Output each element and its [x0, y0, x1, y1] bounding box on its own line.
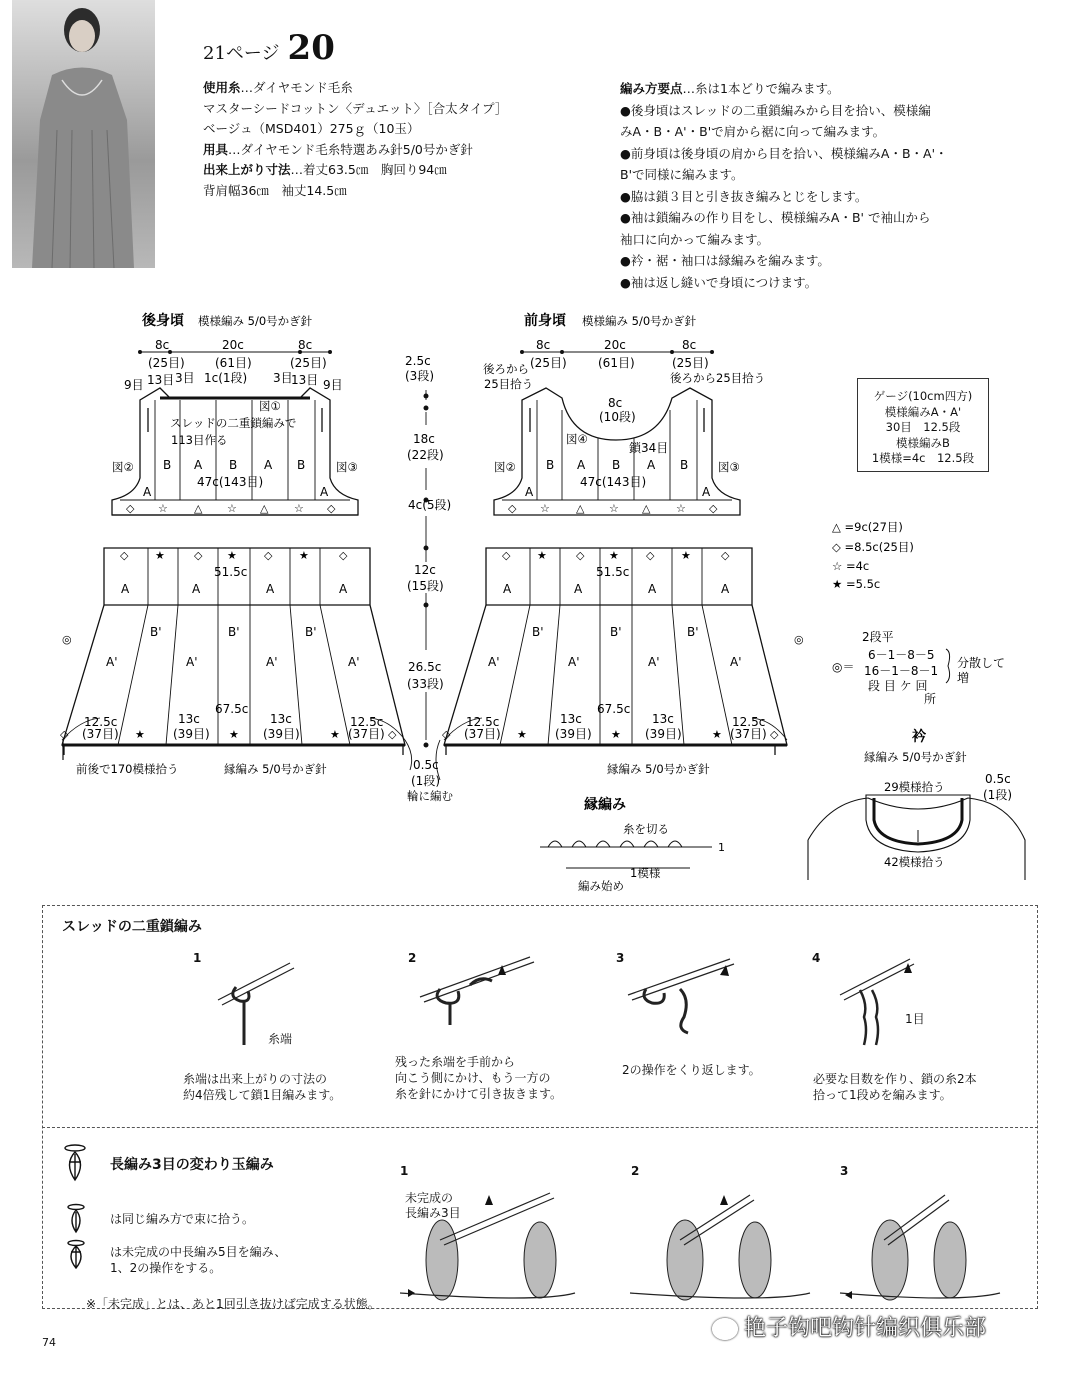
- svg-text:◇: ◇: [339, 549, 348, 562]
- puff-step-2-number: 2: [631, 1164, 640, 1178]
- instruction-line: みA・B・A'・B'で肩から裾に向って編みます。: [620, 124, 886, 139]
- thread-note-1: スレッドの二重鎖編みで: [170, 416, 297, 430]
- thread-chain-illustrations: [180, 945, 1040, 1060]
- step-1-number: 1: [193, 951, 202, 965]
- svg-text:◇: ◇: [120, 549, 129, 562]
- svg-text:★: ★: [229, 728, 239, 741]
- puff-title: 長編み3目の変わり玉編み: [110, 1157, 274, 1173]
- back-bottom-center: 縁編み 5/0号かぎ針: [224, 762, 327, 776]
- svg-text:A: A: [121, 582, 130, 596]
- svg-text:◇: ◇: [508, 502, 517, 515]
- svg-text:B': B': [305, 625, 317, 639]
- v-dim-6-rows: (1段): [411, 774, 440, 788]
- svg-text:☆: ☆: [540, 502, 550, 515]
- step-2-text-2: 向こう側にかけ、もう一方の: [395, 1071, 551, 1085]
- fig4-label: 図④: [566, 432, 588, 446]
- svg-text:☆: ☆: [158, 502, 168, 515]
- puff-stitch-illustrations: [400, 1185, 1040, 1310]
- decrease-row-2: 16－1－8－1: [864, 664, 939, 678]
- front-hem-part-2: 13c: [560, 712, 582, 726]
- puff-step-1-number: 1: [400, 1164, 409, 1178]
- front-bottom-center: 縁編み 5/0号かぎ針: [607, 762, 710, 776]
- svg-text:B: B: [612, 458, 621, 472]
- svg-text:◇: ◇: [709, 502, 718, 515]
- tools-label: 用具: [203, 141, 229, 157]
- decrease-note-2: 増: [957, 671, 970, 685]
- back-hem-part-3: 13c: [270, 712, 292, 726]
- decrease-row-3: 段 目 ケ 回: [868, 679, 928, 693]
- svg-text:A: A: [339, 582, 348, 596]
- front-chain: 鎖34目: [629, 441, 669, 455]
- front-pick-right: 後ろから25目拾う: [670, 371, 766, 385]
- svg-text:B': B': [532, 625, 544, 639]
- instructions: [620, 78, 948, 293]
- svg-text:◇: ◇: [442, 728, 451, 741]
- back-title: 後身頃: [142, 313, 184, 329]
- back-hem-row-2: (39目): [173, 727, 210, 741]
- svg-text:◇: ◇: [576, 549, 585, 562]
- front-dim-right: 8c: [682, 338, 697, 352]
- back-mark-right-1: 3目: [273, 371, 293, 385]
- back-rows-right: (25目): [290, 356, 327, 370]
- svg-text:A: A: [647, 458, 656, 472]
- svg-text:★: ★: [227, 549, 237, 562]
- instructions-title-rest: …糸は1本どりで編みます。: [682, 81, 840, 96]
- svg-text:B: B: [297, 458, 306, 472]
- svg-text:★: ★: [537, 549, 547, 562]
- gauge-line: 模様編みB: [896, 435, 950, 450]
- v-dim-1: 2.5c: [405, 354, 431, 368]
- back-dim-left: 8c: [155, 338, 170, 352]
- size-label: 出来上がり寸法: [203, 162, 291, 177]
- svg-text:△: △: [642, 502, 651, 515]
- page-label: 21ページ: [203, 43, 280, 64]
- back-mark-right-2: 13目: [291, 373, 319, 387]
- svg-text:★: ★: [155, 549, 165, 562]
- front-dim-left: 8c: [536, 338, 551, 352]
- back-fig3: 図③: [336, 460, 358, 474]
- back-mid-width: 51.5c: [214, 565, 248, 579]
- step-2-text-1: 残った糸端を手前から: [395, 1055, 516, 1069]
- front-subtitle: 模様編み 5/0号かぎ針: [582, 314, 697, 328]
- svg-text:B': B': [687, 625, 699, 639]
- front-pick-left-1: 後ろから: [483, 362, 529, 376]
- legend-star-open: ☆ =4c: [832, 559, 870, 573]
- back-fig2: 図②: [112, 460, 134, 474]
- collar-bottom: 42模様拾う: [884, 855, 945, 869]
- back-hem-part-2: 13c: [178, 712, 200, 726]
- back-hem-part-1: 12.5c: [84, 715, 118, 729]
- v-dim-2: 18c: [413, 432, 435, 446]
- svg-text:◇: ◇: [721, 549, 730, 562]
- collar-title: 衿: [912, 729, 926, 745]
- collar-side-rows: (1段): [983, 788, 1012, 802]
- gauge-line: 1模様=4c 12.5段: [871, 451, 975, 465]
- svg-text:A: A: [264, 458, 273, 472]
- back-rows-center: (61目): [215, 356, 252, 370]
- svg-text:☆: ☆: [294, 502, 304, 515]
- svg-text:◇: ◇: [646, 549, 655, 562]
- front-mid-width: 51.5c: [596, 565, 630, 579]
- step-4-text-2: 拾って1段めを編みます。: [813, 1088, 952, 1102]
- decrease-note-1: 分散して: [957, 656, 1006, 670]
- v-dim-1-rows: (3段): [405, 369, 434, 383]
- puff-note-2a: は未完成の中長編み5目を編み、: [110, 1245, 287, 1259]
- front-hem-row-2: (39目): [555, 727, 592, 741]
- collar-subtitle: 縁編み 5/0号かぎ針: [864, 750, 967, 764]
- svg-text:★: ★: [135, 728, 145, 741]
- svg-text:☆: ☆: [609, 502, 619, 515]
- decrease-row-1: 6－1－8－5: [868, 648, 935, 662]
- front-hem-row-3: (39目): [645, 727, 682, 741]
- front-shape-marks: [502, 502, 730, 562]
- instruction-line: ●袖は返し縫いで身頃につけます。: [620, 274, 818, 290]
- svg-text:A: A: [577, 458, 586, 472]
- instruction-line: 袖口に向かって編みます。: [620, 231, 770, 247]
- puff-note-1: は同じ編み方で束に拾う。: [110, 1212, 255, 1226]
- svg-text:△: △: [576, 502, 585, 515]
- svg-text:★: ★: [611, 728, 621, 741]
- instruction-line: ●衿・裾・袖口は縁編みを編みます。: [620, 253, 830, 268]
- svg-text:★: ★: [609, 549, 619, 562]
- back-rows-left: (25目): [148, 356, 185, 370]
- wechat-icon: [712, 1318, 738, 1340]
- gauge-line: ゲージ(10cm四方): [873, 389, 973, 403]
- svg-text:B': B': [610, 625, 622, 639]
- svg-text:B: B: [680, 458, 689, 472]
- svg-text:◇: ◇: [388, 728, 397, 741]
- svg-text:◇: ◇: [60, 728, 69, 741]
- svg-text:A': A': [348, 655, 360, 669]
- front-dim-center: 20c: [604, 338, 626, 352]
- svg-text:A: A: [192, 582, 201, 596]
- puff-step-1-label-1: 未完成の: [405, 1191, 454, 1205]
- legend-triangle: △ =9c(27目): [832, 520, 903, 534]
- svg-text:A: A: [648, 582, 657, 596]
- svg-text:A': A': [186, 655, 198, 669]
- svg-text:A': A': [648, 655, 660, 669]
- puff-step-3-number: 3: [840, 1164, 849, 1178]
- back-hem-row-4: (37目): [348, 727, 385, 741]
- svg-text:★: ★: [681, 549, 691, 562]
- v-dim-3: 4c(5段): [408, 498, 452, 512]
- front-hem-row-1: (37目): [464, 727, 501, 741]
- back-mark-left-3: 3目: [175, 371, 195, 385]
- svg-text:★: ★: [517, 728, 527, 741]
- back-mark-left-2: 13目: [147, 373, 175, 387]
- step-4-text-1: 必要な目数を作り、鎖の糸2本: [813, 1072, 977, 1086]
- back-dim-right: 8c: [298, 338, 313, 352]
- front-rows-center: (61目): [598, 356, 635, 370]
- svg-text:B: B: [229, 458, 238, 472]
- front-neck-dim: 8c: [608, 396, 623, 410]
- back-hem-row-3: (39目): [263, 727, 300, 741]
- collar-side: 0.5c: [985, 772, 1011, 786]
- svg-text:A: A: [525, 485, 534, 499]
- svg-text:A: A: [702, 485, 711, 499]
- model-figure: [12, 0, 155, 268]
- front-hem-row-4: (37目): [730, 727, 767, 741]
- back-bottom-left: 前後で170模様拾う: [76, 762, 179, 776]
- back-mark-right-3: 9目: [323, 378, 343, 392]
- step-2-number: 2: [408, 951, 417, 965]
- v-dim-5-rows: (33段): [407, 677, 444, 691]
- back-mark-left-1: 9目: [124, 378, 144, 392]
- yarn-name: マスターシードコットン〈デュエット〉［合太タイプ］: [203, 100, 508, 116]
- decrease-label: 2段平: [862, 630, 894, 644]
- instruction-line: ●脇は鎖３目と引き抜き編みとじをします。: [620, 188, 868, 204]
- step-4-number: 4: [812, 951, 821, 965]
- svg-text:◇: ◇: [770, 728, 779, 741]
- v-dim-4-rows: (15段): [407, 579, 444, 593]
- edging-title: 縁編み: [584, 797, 626, 813]
- svg-text:☆: ☆: [676, 502, 686, 515]
- front-rows-left: (25目): [530, 356, 567, 370]
- instruction-line: ●後身頃はスレッドの二重鎖編みから目を拾い、模様編: [620, 102, 931, 118]
- model-photo: [12, 0, 155, 268]
- svg-text:◇: ◇: [194, 549, 203, 562]
- back-hem-row-1: (37目): [82, 727, 119, 741]
- back-yoke-width: 47c(143目): [197, 475, 264, 489]
- svg-text:B: B: [546, 458, 555, 472]
- back-hem-part-4: 12.5c: [350, 715, 384, 729]
- svg-text:☆: ☆: [227, 502, 237, 515]
- size-value: …着丈63.5㎝ 胸回り94㎝: [290, 162, 447, 177]
- yarn-value: …ダイヤモンド毛糸: [240, 80, 353, 95]
- pattern-heading: [203, 28, 335, 68]
- edging-arrow-num: 1: [718, 841, 725, 854]
- step-3-text-1: 2の操作をくり返します。: [622, 1063, 761, 1077]
- front-fig3: 図③: [718, 460, 740, 474]
- svg-text:△: △: [260, 502, 269, 515]
- step-2-text-3: 糸を針にかけて引き抜きます。: [395, 1087, 563, 1101]
- thread-note-2: 113目作る: [171, 433, 228, 447]
- svg-text:◇: ◇: [327, 502, 336, 515]
- puff-note-3: ※「未完成」とは、あと1回引き抜けば完成する状態。: [86, 1297, 380, 1311]
- step-1-text-1: 糸端は出来上がりの寸法の: [183, 1072, 328, 1086]
- seam-mark-right: ◎: [794, 633, 804, 646]
- gauge-line: 30目 12.5段: [885, 420, 961, 434]
- round-note: 輪に編む: [407, 789, 453, 803]
- thread-chain-title: スレッドの二重鎖編み: [62, 919, 202, 935]
- page-number: 74: [42, 1336, 56, 1349]
- svg-text:A: A: [721, 582, 730, 596]
- svg-text:△: △: [194, 502, 203, 515]
- size-value-2: 背肩幅36㎝ 袖丈14.5㎝: [203, 182, 347, 198]
- collar-top: 29模様拾う: [884, 780, 945, 794]
- svg-text:A: A: [266, 582, 275, 596]
- v-dim-2-rows: (22段): [407, 448, 444, 462]
- puff-stitch-symbols: [60, 1140, 100, 1270]
- technique-divider: [42, 1127, 1038, 1128]
- back-center-mark: 1c(1段): [204, 371, 248, 385]
- svg-text:A: A: [194, 458, 203, 472]
- svg-text:B': B': [150, 625, 162, 639]
- step-3-number: 3: [616, 951, 625, 965]
- legend-star-filled: ★ =5.5c: [832, 577, 881, 591]
- step-1-label: 糸端: [268, 1032, 293, 1046]
- svg-text:A: A: [320, 485, 329, 499]
- svg-text:A': A': [488, 655, 500, 669]
- svg-text:◇: ◇: [264, 549, 273, 562]
- svg-text:A: A: [574, 582, 583, 596]
- svg-text:A': A': [730, 655, 742, 669]
- puff-step-1-label-2: 長編み3目: [405, 1206, 461, 1220]
- gauge-box: [857, 378, 989, 472]
- front-pick-left-2: 25目拾う: [484, 377, 534, 391]
- instructions-title: 編み方要点: [620, 81, 683, 96]
- step-1-text-2: 約4倍残して鎖1目編みます。: [183, 1088, 342, 1102]
- svg-text:B': B': [228, 625, 240, 639]
- instruction-line: ●前身頃は後身頃の肩から目を拾い、模様編みA・B・A'・: [620, 145, 948, 161]
- instruction-line: B'で同様に編みます。: [620, 167, 744, 182]
- seam-mark-left: ◎: [62, 633, 72, 646]
- back-dim-center: 20c: [222, 338, 244, 352]
- svg-text:A: A: [143, 485, 152, 499]
- back-shape-marks: [120, 502, 348, 562]
- edging-cut: 糸を切る: [623, 822, 669, 836]
- legend-diamond: ◇ =8.5c(25目): [832, 540, 914, 554]
- edging-start: 編み始め: [578, 879, 624, 893]
- svg-text:B: B: [163, 458, 172, 472]
- watermark: [712, 1318, 986, 1340]
- gauge-line: 模様編みA・A': [884, 404, 962, 419]
- svg-text:★: ★: [712, 728, 722, 741]
- svg-text:A': A': [266, 655, 278, 669]
- pattern-number: 20: [287, 28, 335, 68]
- svg-text:A': A': [568, 655, 580, 669]
- fig1-label: 図①: [259, 399, 281, 413]
- back-subtitle: 模様編み 5/0号かぎ針: [198, 314, 313, 328]
- front-fig2: 図②: [494, 460, 516, 474]
- decrease-row-4: 所: [924, 692, 937, 706]
- front-hem-part-3: 13c: [652, 712, 674, 726]
- svg-text:A: A: [503, 582, 512, 596]
- tools-value: …ダイヤモンド毛糸特選あみ針5/0号かぎ針: [228, 141, 473, 157]
- v-dim-5: 26.5c: [408, 660, 442, 674]
- front-yoke-width: 47c(143目): [580, 475, 647, 489]
- svg-text:◇: ◇: [502, 549, 511, 562]
- yarn-label: 使用糸: [203, 80, 241, 95]
- yarn-color: ベージュ（MSD401）275ｇ（10玉）: [203, 121, 420, 136]
- svg-text:★: ★: [330, 728, 340, 741]
- decrease-mark: ◎＝: [832, 660, 855, 674]
- v-dim-4: 12c: [414, 563, 436, 577]
- svg-text:◇: ◇: [126, 502, 135, 515]
- instruction-line: ●袖は鎖編みの作り目をし、模様編みA・B' で袖山から: [620, 210, 931, 225]
- front-title: 前身頃: [524, 313, 566, 329]
- back-hem-width: 67.5c: [215, 702, 249, 716]
- step-4-label: 1目: [905, 1012, 925, 1026]
- edging-one: 1模様: [630, 866, 661, 880]
- v-dim-6: 0.5c: [413, 758, 439, 772]
- svg-text:A': A': [106, 655, 118, 669]
- front-rows-right: (25目): [672, 356, 709, 370]
- svg-text:★: ★: [299, 549, 309, 562]
- front-hem-part-4: 12.5c: [732, 715, 766, 729]
- front-hem-part-1: 12.5c: [466, 715, 500, 729]
- watermark-text: 艳子钩吧钩针编织俱乐部: [744, 1316, 987, 1341]
- puff-note-2b: 1、2の操作をする。: [110, 1261, 222, 1275]
- materials-spec: [203, 78, 507, 201]
- front-neck-rows: (10段): [599, 410, 636, 424]
- front-hem-width: 67.5c: [597, 702, 631, 716]
